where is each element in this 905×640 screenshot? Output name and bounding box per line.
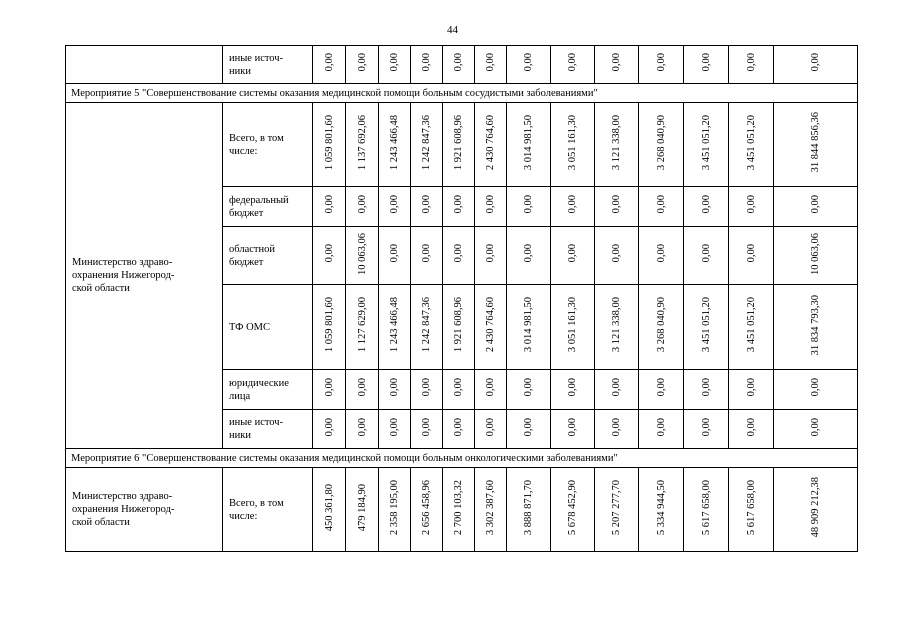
value-text: 0,00	[655, 53, 667, 72]
value-cell	[475, 103, 507, 187]
value-text: 0,00	[745, 244, 757, 263]
value-cell	[507, 285, 551, 370]
value-text: 0,00	[810, 53, 821, 72]
value-cell	[443, 103, 475, 187]
value-text: 1 242 847,36	[421, 114, 432, 171]
value-text: 0,00	[745, 417, 757, 437]
value-cell	[729, 468, 774, 552]
value-cell	[379, 103, 411, 187]
value-text: 0,00	[485, 378, 496, 397]
organization-cell: Министерство здраво- охранения Нижегород- ской области	[66, 468, 223, 552]
value-cell	[684, 468, 729, 552]
value-cell	[411, 227, 443, 285]
value-text: 10 063,06	[356, 232, 368, 275]
value-cell	[507, 227, 551, 285]
value-cell	[475, 187, 507, 227]
value-cell	[443, 370, 475, 410]
value-text: 0,00	[810, 378, 821, 397]
value-cell	[411, 187, 443, 227]
value-text: 0,00	[810, 417, 821, 437]
value-text: 1 242 847,36	[421, 297, 432, 353]
value-text: 31 834 793,30	[810, 294, 821, 356]
value-cell	[379, 187, 411, 227]
value-text: 479 184,90	[356, 483, 368, 532]
value-text: 5 678 452,90	[567, 479, 578, 536]
value-cell	[313, 370, 346, 410]
value-text: 0,00	[523, 417, 534, 437]
value-cell	[774, 227, 858, 285]
value-cell	[639, 46, 684, 84]
value-cell	[346, 187, 379, 227]
value-text: 1 137 692,06	[356, 114, 368, 171]
value-text: 0,00	[700, 417, 712, 437]
value-cell	[729, 187, 774, 227]
value-cell	[684, 46, 729, 84]
funding-source-label: ТФ ОМС	[223, 285, 313, 370]
value-cell	[595, 410, 639, 449]
value-cell	[595, 285, 639, 370]
value-text: 0,00	[611, 53, 622, 72]
value-text: 0,00	[389, 378, 400, 397]
value-cell	[411, 103, 443, 187]
value-text: 3 888 871,70	[523, 479, 534, 536]
section-title-row	[66, 449, 858, 468]
value-cell	[475, 410, 507, 449]
value-text: 0,00	[523, 244, 534, 263]
value-text: 2 430 764,60	[485, 297, 496, 353]
value-cell	[639, 468, 684, 552]
value-cell	[684, 227, 729, 285]
value-text: 0,00	[700, 53, 712, 72]
value-text: 0,00	[389, 53, 400, 72]
value-cell	[313, 187, 346, 227]
value-text: 0,00	[485, 244, 496, 263]
value-cell	[346, 227, 379, 285]
value-text: 3 121 338,00	[611, 297, 622, 353]
value-cell	[313, 46, 346, 84]
value-cell	[507, 46, 551, 84]
value-cell	[379, 468, 411, 552]
value-text: 0,00	[611, 378, 622, 397]
value-cell	[774, 187, 858, 227]
value-cell	[551, 187, 595, 227]
value-cell	[774, 46, 858, 84]
value-cell	[639, 285, 684, 370]
value-cell	[684, 187, 729, 227]
value-text: 0,00	[611, 195, 622, 214]
value-text: 48 909 212,38	[810, 477, 821, 538]
value-cell	[379, 227, 411, 285]
value-text: 0,00	[421, 195, 432, 214]
value-cell	[379, 285, 411, 370]
value-text: 0,00	[745, 378, 757, 397]
value-cell	[595, 370, 639, 410]
value-text: 3 268 040,90	[655, 114, 667, 171]
value-text: 3 014 981,50	[523, 297, 534, 353]
value-text: 0,00	[323, 417, 335, 437]
value-cell	[774, 103, 858, 187]
value-cell	[411, 285, 443, 370]
value-text: 3 302 387,60	[485, 479, 496, 536]
value-text: 0,00	[567, 244, 578, 263]
value-text: 2 430 764,60	[485, 114, 496, 171]
value-cell	[443, 227, 475, 285]
value-cell	[346, 46, 379, 84]
value-text: 0,00	[810, 195, 821, 214]
value-text: 0,00	[453, 195, 464, 214]
value-cell	[507, 468, 551, 552]
value-cell	[313, 285, 346, 370]
value-cell	[551, 468, 595, 552]
value-text: 0,00	[421, 53, 432, 72]
value-cell	[595, 46, 639, 84]
value-text: 3 268 040,90	[655, 297, 667, 353]
funding-source-label: иные источ- ники	[223, 410, 313, 449]
value-cell	[551, 410, 595, 449]
value-text: 0,00	[700, 244, 712, 263]
value-text: 0,00	[611, 417, 622, 437]
value-cell	[595, 187, 639, 227]
value-cell	[507, 370, 551, 410]
funding-source-label: федеральный бюджет	[223, 187, 313, 227]
value-text: 1 243 466,48	[389, 114, 400, 171]
value-text: 1 921 608,96	[453, 114, 464, 171]
value-cell	[639, 227, 684, 285]
value-text: 1 127 629,00	[356, 297, 368, 353]
value-cell	[313, 103, 346, 187]
value-text: 0,00	[523, 378, 534, 397]
value-cell	[729, 285, 774, 370]
value-cell	[551, 46, 595, 84]
budget-table	[65, 45, 858, 552]
value-text: 1 243 466,48	[389, 297, 400, 353]
value-text: 1 921 608,96	[453, 297, 464, 353]
value-text: 2 656 458,96	[421, 479, 432, 536]
value-text: 0,00	[655, 378, 667, 397]
value-text: 0,00	[453, 378, 464, 397]
value-cell	[475, 227, 507, 285]
value-cell	[684, 370, 729, 410]
value-cell	[475, 468, 507, 552]
value-cell	[507, 187, 551, 227]
funding-source-label: областной бюджет	[223, 227, 313, 285]
value-text: 0,00	[567, 378, 578, 397]
value-cell	[684, 285, 729, 370]
value-text: 0,00	[745, 53, 757, 72]
section-title-row	[66, 84, 858, 103]
value-text: 0,00	[323, 53, 335, 72]
value-text: 10 063,06	[810, 232, 821, 275]
value-text: 0,00	[523, 53, 534, 72]
value-text: 0,00	[323, 378, 335, 397]
value-cell	[729, 410, 774, 449]
value-cell	[551, 370, 595, 410]
value-cell	[346, 468, 379, 552]
value-cell	[729, 103, 774, 187]
value-cell	[684, 410, 729, 449]
value-text: 0,00	[356, 378, 368, 397]
value-cell	[475, 46, 507, 84]
value-text: 0,00	[700, 378, 712, 397]
value-cell	[507, 103, 551, 187]
value-text: 0,00	[485, 195, 496, 214]
value-text: 0,00	[323, 244, 335, 263]
funding-source-label: юридические лица	[223, 370, 313, 410]
funding-source-label: иные источ- ники	[223, 46, 313, 84]
value-text: 0,00	[389, 417, 400, 437]
value-text: 1 059 801,60	[323, 114, 335, 171]
value-text: 3 051 161,30	[567, 297, 578, 353]
value-text: 0,00	[356, 195, 368, 214]
value-cell	[507, 410, 551, 449]
value-cell	[379, 46, 411, 84]
value-text: 0,00	[421, 417, 432, 437]
value-text: 0,00	[421, 244, 432, 263]
value-cell	[551, 227, 595, 285]
value-cell	[443, 285, 475, 370]
value-cell	[774, 285, 858, 370]
value-cell	[313, 227, 346, 285]
value-cell	[346, 410, 379, 449]
value-cell	[729, 46, 774, 84]
value-text: 0,00	[389, 244, 400, 263]
value-cell	[595, 227, 639, 285]
value-cell	[639, 370, 684, 410]
value-text: 0,00	[655, 195, 667, 214]
value-text: 3 051 161,30	[567, 114, 578, 171]
value-text: 0,00	[523, 195, 534, 214]
value-text: 2 358 195,00	[389, 479, 400, 536]
value-cell	[379, 410, 411, 449]
value-text: 5 207 277,70	[611, 479, 622, 536]
value-cell	[595, 468, 639, 552]
table-row	[66, 468, 858, 552]
value-text: 0,00	[567, 417, 578, 437]
value-cell	[475, 285, 507, 370]
value-cell	[639, 103, 684, 187]
value-text: 0,00	[611, 244, 622, 263]
value-cell	[411, 370, 443, 410]
value-text: 0,00	[356, 417, 368, 437]
table-row	[66, 103, 858, 187]
value-cell	[443, 410, 475, 449]
value-cell	[551, 103, 595, 187]
value-text: 0,00	[389, 195, 400, 214]
value-cell	[346, 285, 379, 370]
value-cell	[774, 468, 858, 552]
value-cell	[684, 103, 729, 187]
value-text: 0,00	[453, 417, 464, 437]
value-text: 31 844 856,36	[810, 112, 821, 173]
value-text: 450 361,80	[323, 483, 335, 532]
value-cell	[639, 410, 684, 449]
value-text: 0,00	[567, 53, 578, 72]
value-text: 0,00	[485, 417, 496, 437]
table-row	[66, 46, 858, 84]
value-cell	[443, 46, 475, 84]
value-cell	[639, 187, 684, 227]
value-text: 0,00	[421, 378, 432, 397]
value-cell	[475, 370, 507, 410]
value-text: 0,00	[453, 244, 464, 263]
value-cell	[443, 187, 475, 227]
value-cell	[313, 468, 346, 552]
value-text: 0,00	[356, 53, 368, 72]
value-text: 0,00	[745, 195, 757, 214]
value-text: 3 451 051,20	[700, 297, 712, 353]
value-text: 5 617 658,00	[745, 479, 757, 536]
value-cell	[774, 370, 858, 410]
value-text: 1 059 801,60	[323, 297, 335, 353]
value-cell	[595, 103, 639, 187]
value-text: 2 700 103,32	[453, 479, 464, 536]
value-cell	[379, 370, 411, 410]
value-cell	[729, 227, 774, 285]
value-cell	[346, 370, 379, 410]
value-cell	[313, 410, 346, 449]
value-text: 5 334 944,50	[655, 479, 667, 536]
funding-source-label: Всего, в том числе:	[223, 103, 313, 187]
value-text: 0,00	[700, 195, 712, 214]
value-text: 0,00	[453, 53, 464, 72]
value-text: 0,00	[655, 417, 667, 437]
value-cell	[411, 468, 443, 552]
value-cell	[729, 370, 774, 410]
section-title: Мероприятие 6 "Совершенствование системы оказания медицинской помощи больным онкологическими заболеваниями"	[66, 449, 858, 468]
value-cell	[551, 285, 595, 370]
value-text: 0,00	[567, 195, 578, 214]
value-text: 3 451 051,20	[700, 114, 712, 171]
value-text: 3 014 981,50	[523, 114, 534, 171]
value-text: 0,00	[655, 244, 667, 263]
organization-cell: Министерство здраво- охранения Нижегород- ской области	[66, 103, 223, 449]
page-number: 44	[447, 24, 458, 36]
value-cell	[411, 46, 443, 84]
value-text: 0,00	[323, 195, 335, 214]
value-text: 0,00	[485, 53, 496, 72]
funding-source-label: Всего, в том числе:	[223, 468, 313, 552]
value-text: 5 617 658,00	[700, 479, 712, 536]
value-cell	[443, 468, 475, 552]
value-cell	[774, 410, 858, 449]
value-text: 3 451 051,20	[745, 297, 757, 353]
section-title: Мероприятие 5 "Совершенствование системы оказания медицинской помощи больным сосудистыми заболеваниями"	[66, 84, 858, 103]
value-text: 3 451 051,20	[745, 114, 757, 171]
value-cell	[346, 103, 379, 187]
organization-cell	[66, 46, 223, 84]
value-cell	[411, 410, 443, 449]
value-text: 3 121 338,00	[611, 114, 622, 171]
